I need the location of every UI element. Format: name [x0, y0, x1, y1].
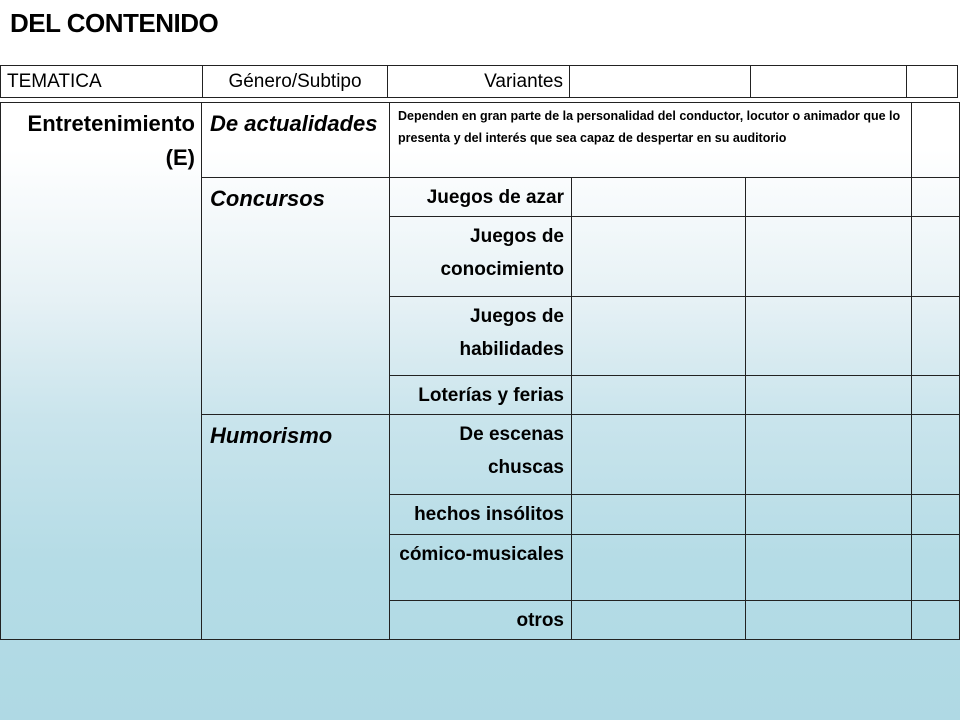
empty-cell [911, 494, 960, 535]
empty-cell [571, 534, 746, 601]
empty-cell [745, 177, 912, 217]
empty-cell [745, 494, 912, 535]
variante-concursos-3: Loterías y ferias [389, 375, 572, 415]
variante-concursos-2: Juegos de habilidades [389, 296, 572, 376]
header-empty-2 [750, 65, 907, 98]
empty-cell [911, 216, 960, 297]
page-title: DEL CONTENIDO [10, 8, 219, 38]
actualidades-empty [911, 102, 960, 178]
empty-cell [745, 534, 912, 601]
variante-humorismo-0: De escenas chuscas [389, 414, 572, 495]
empty-cell [911, 600, 960, 640]
empty-cell [571, 216, 746, 297]
empty-cell [911, 534, 960, 601]
header-variantes: Variantes [387, 65, 570, 98]
variante-humorismo-3: otros [389, 600, 572, 640]
header-empty-1 [569, 65, 751, 98]
actualidades-description: Dependen en gran parte de la personalidad del conductor, locutor o animador que lo presenta y del interés que sea capaz de despertar en su auditorio [389, 102, 912, 178]
empty-cell [571, 375, 746, 415]
tematica-cell: Entretenimiento (E) [0, 102, 202, 640]
genero-humorismo: Humorismo [201, 414, 390, 640]
empty-cell [911, 177, 960, 217]
empty-cell [571, 600, 746, 640]
empty-cell [745, 414, 912, 495]
empty-cell [745, 375, 912, 415]
empty-cell [911, 375, 960, 415]
empty-cell [571, 414, 746, 495]
header-genero: Género/Subtipo [202, 65, 388, 98]
empty-cell [745, 216, 912, 297]
empty-cell [571, 177, 746, 217]
variante-concursos-1: Juegos de conocimiento [389, 216, 572, 297]
empty-cell [911, 296, 960, 376]
header-tematica: TEMATICA [0, 65, 203, 98]
empty-cell [745, 296, 912, 376]
variante-humorismo-2: cómico-musicales [389, 534, 572, 601]
empty-cell [571, 296, 746, 376]
empty-cell [571, 494, 746, 535]
genero-concursos: Concursos [201, 177, 390, 415]
variante-concursos-0: Juegos de azar [389, 177, 572, 217]
genero-actualidades: De actualidades [201, 102, 390, 178]
variante-humorismo-1: hechos insólitos [389, 494, 572, 535]
header-empty-3 [906, 65, 958, 98]
empty-cell [911, 414, 960, 495]
empty-cell [745, 600, 912, 640]
